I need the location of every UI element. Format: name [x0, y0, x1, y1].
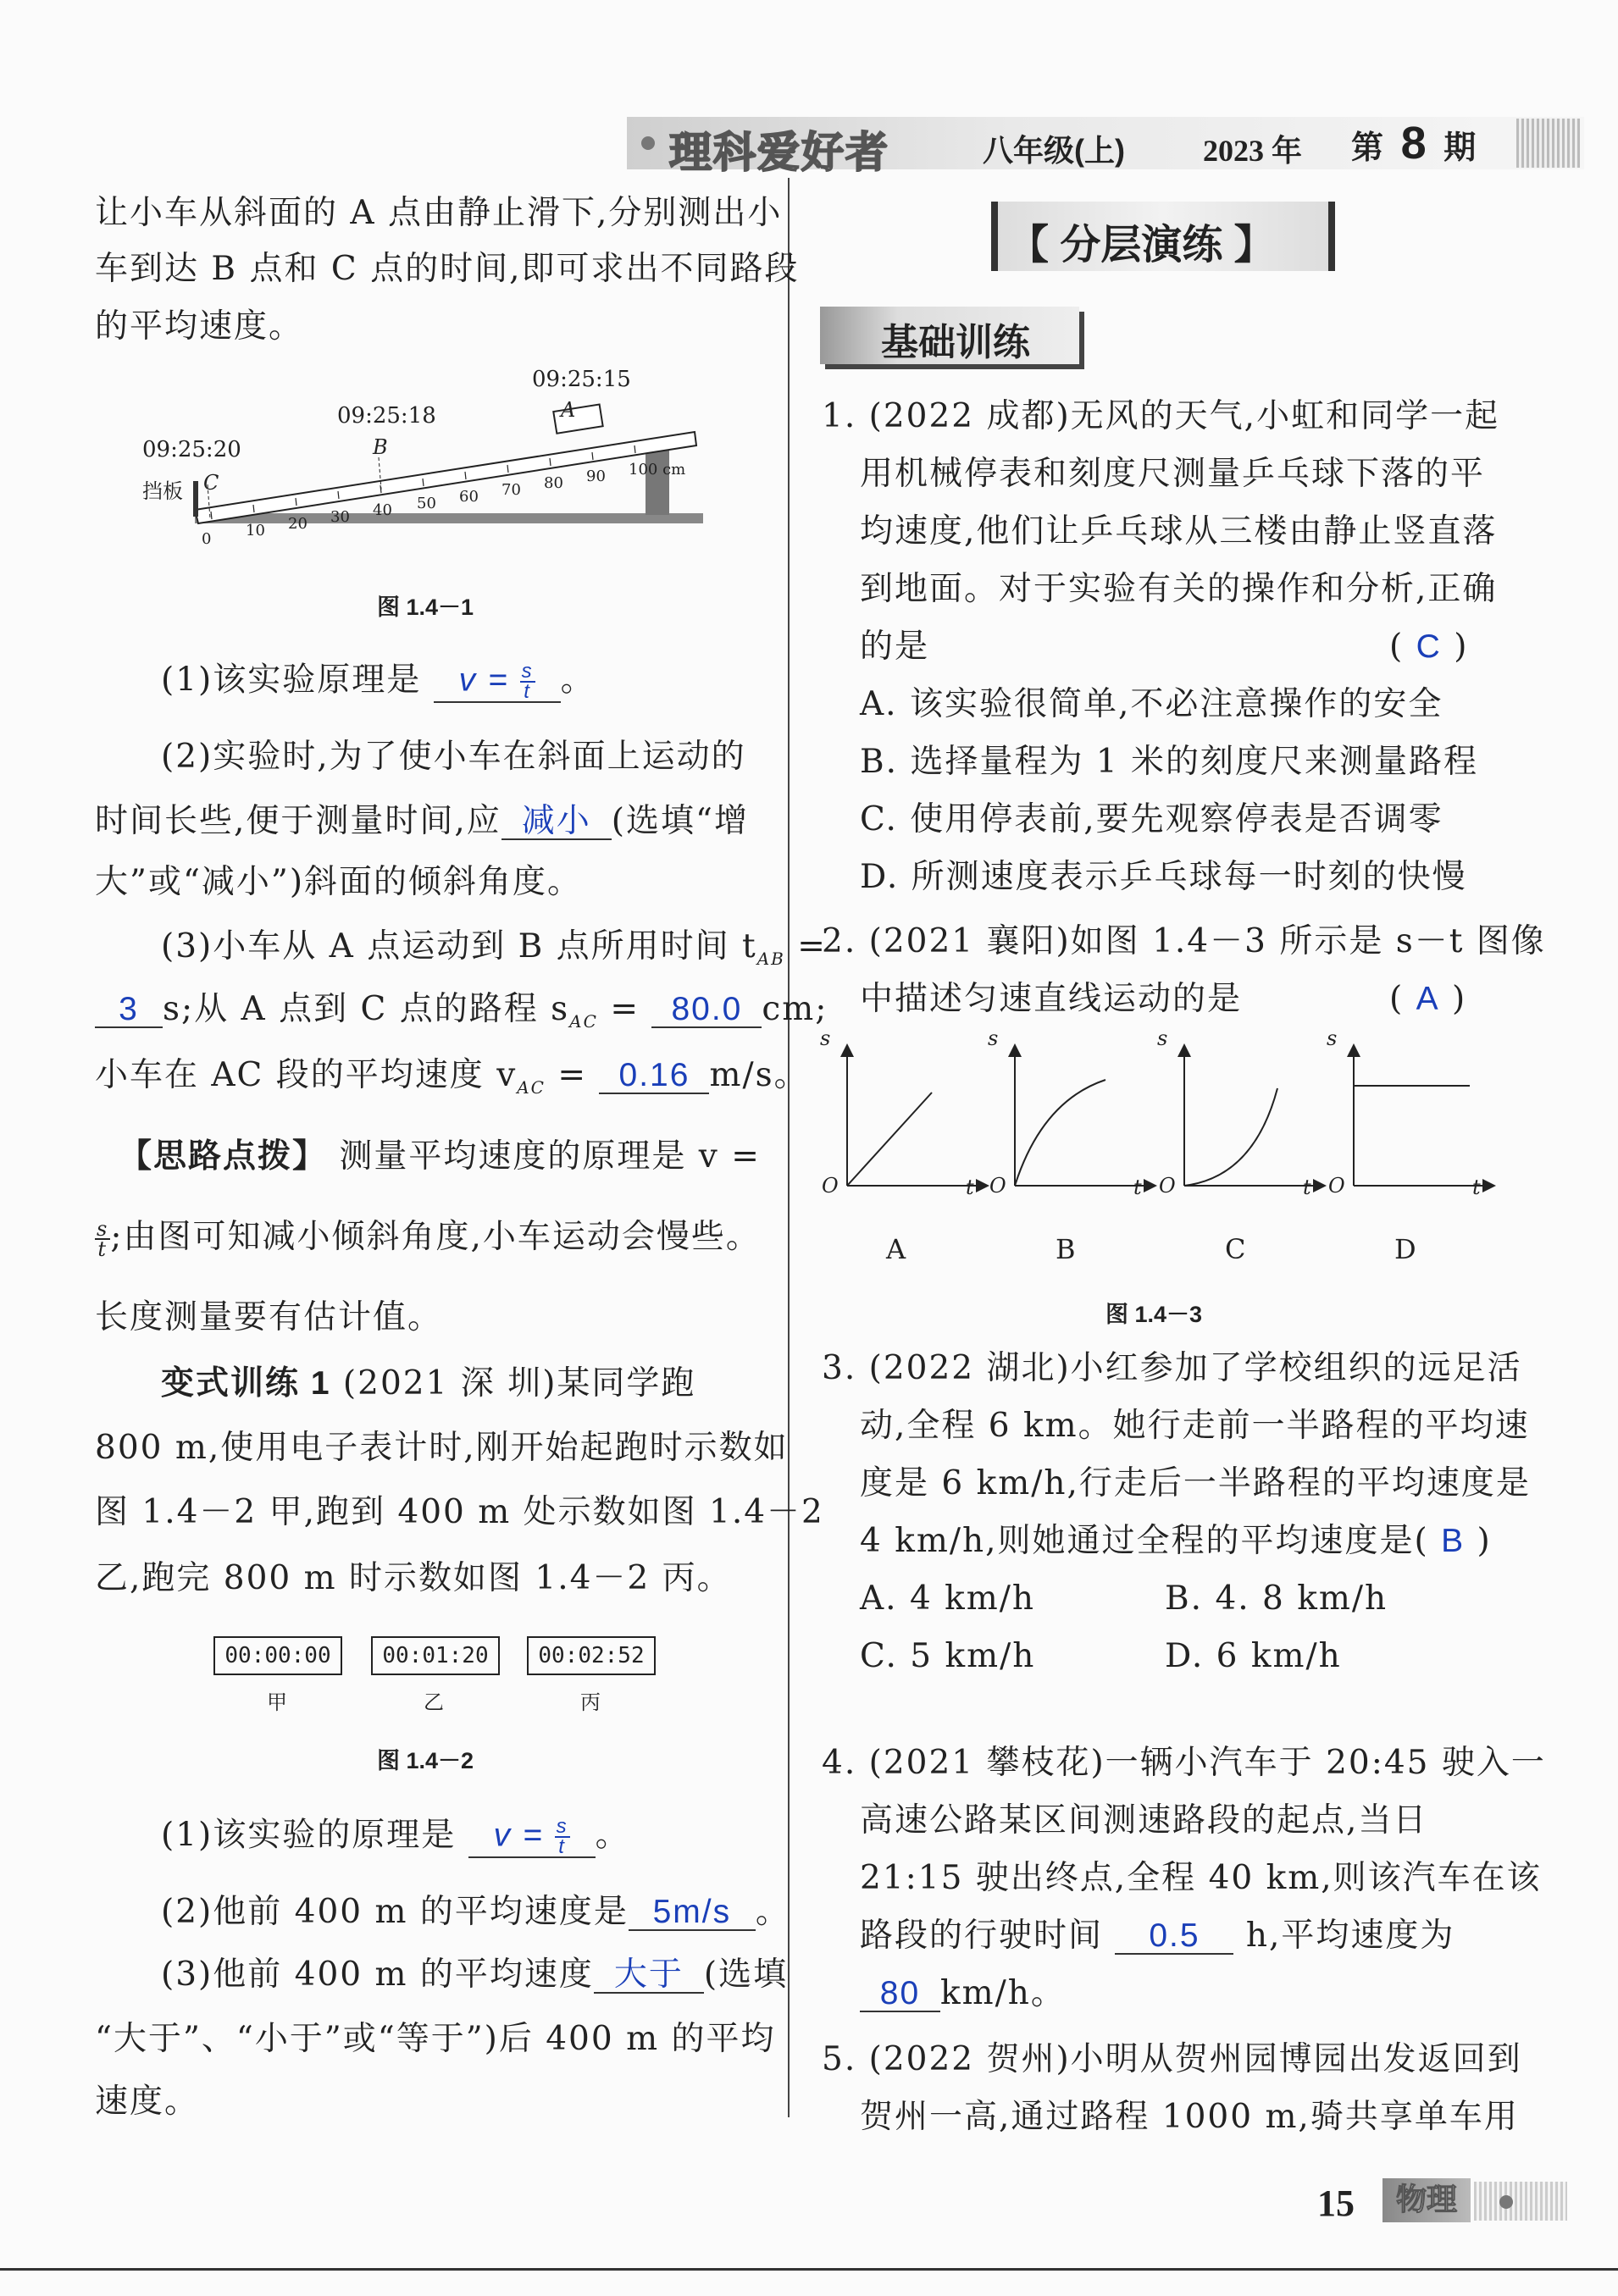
year-label: 2023 年 [1203, 134, 1303, 168]
axis-label: s [1327, 1026, 1338, 1050]
p1-line: 1. (2022 成都)无风的天气,小虹和同学一起 [822, 397, 1500, 435]
p3-option: C. 5 km/h [860, 1637, 1036, 1675]
column-divider [788, 178, 790, 2117]
p3-option: A. 4 km/h [860, 1580, 1036, 1618]
p3-line: 动,全程 6 km。她行走前一半路程的平均速 [860, 1407, 1530, 1445]
graph-a [847, 1050, 983, 1186]
p1-line: 的是 [860, 628, 930, 666]
label-c: C [203, 471, 219, 495]
header-stripes [1516, 119, 1580, 168]
axis-label: s [988, 1026, 999, 1050]
figure-caption: 图 1.4－2 [377, 1748, 474, 1773]
p5-line: 5. (2022 贺州)小明从贺州园博园出发返回到 [822, 2040, 1522, 2078]
answer-speed: 0.16 [599, 1059, 709, 1094]
p2-line: 中描述匀速直线运动的是 [860, 980, 1243, 1018]
p3-option: B. 4. 8 km/h [1165, 1580, 1388, 1618]
p1-option: A. 该实验很简单,不必注意操作的安全 [860, 685, 1443, 723]
subtitle: 基础训练 [881, 322, 1030, 363]
p1-line: 用机械停表和刻度尺测量乒乓球下落的平 [860, 455, 1486, 493]
variant-q1: (1)该实验的原理是 v = $\frac{s}{t}$ 。 [161, 1815, 630, 1858]
clock-display: 00:00:00 [213, 1636, 342, 1675]
left-q3-line-2: 3 s;从 A 点到 C 点的路程 $s_{AC} = 80.0$ cm; [95, 993, 828, 1038]
figure-caption: 图 1.4－3 [1105, 1302, 1203, 1327]
p2-line: 2. (2021 襄阳)如图 1.4－3 所示是 s－t 图像 [822, 922, 1546, 960]
ruler-tick-label: 70 [501, 481, 521, 499]
p4-line: 路段的行驶时间 0.5 h,平均速度为 [860, 1917, 1455, 1955]
left-q2-line-1: (2)实验时,为了使小车在斜面上运动的 [161, 738, 746, 776]
p4-line: 高速公路某区间测速路段的起点,当日 [860, 1801, 1428, 1840]
graph-d [1354, 1050, 1489, 1186]
graph-b [1015, 1050, 1150, 1186]
clock-display: 00:01:20 [371, 1636, 500, 1675]
base-board [195, 513, 703, 523]
p3-option: D. 6 km/h [1165, 1637, 1342, 1675]
p4-line: 80 km/h。 [860, 1977, 1066, 2012]
tip-line-1: 【思路点拨】 测量平均速度的原理是 v = [119, 1137, 761, 1176]
issue-label: 第 8 期 [1351, 118, 1477, 169]
footer-dot-icon [1499, 2195, 1513, 2209]
clock-label: 乙 [424, 1690, 444, 1714]
section-title: 【 分层演练 】 [1008, 223, 1275, 268]
clock-display: 00:02:52 [527, 1636, 656, 1675]
ruler-tick-label: 50 [417, 495, 436, 512]
incline-ruler [195, 432, 696, 523]
variant-line-1: 变式训练 1 (2021 深 圳)某同学跑 [161, 1364, 696, 1402]
origin-label: O [989, 1174, 1006, 1198]
axis-label: t [1303, 1176, 1311, 1199]
ruler-tick-label: 60 [459, 488, 479, 506]
origin-label: O [1328, 1174, 1345, 1198]
header-dot-icon [641, 136, 655, 150]
axis-label: s [820, 1026, 831, 1050]
p3-line: 4 km/h,则她通过全程的平均速度是( B ) [860, 1522, 1492, 1560]
issue-number: 8 [1400, 118, 1427, 169]
page-number: 15 [1317, 2183, 1355, 2224]
time-c: 09:25:20 [142, 437, 241, 462]
ruler-tick-label: 0 [202, 530, 212, 548]
left-q1: (1)该实验原理是 v = $\frac{s}{t}$ 。 [161, 660, 596, 703]
p1-answer: ( C ) [1389, 628, 1469, 666]
origin-label: O [1159, 1174, 1176, 1198]
graph-label: C [1225, 1233, 1246, 1265]
variant-line-4: 乙,跑完 800 m 时示数如图 1.4－2 丙。 [95, 1559, 732, 1597]
answer-time: 3 [95, 993, 163, 1028]
intro-line-1: 让小车从斜面的 A 点由静止滑下,分别测出小 [95, 194, 783, 232]
p1-option: D. 所测速度表示乒乓球每一时刻的快慢 [860, 858, 1467, 896]
ruler-tick-label: 40 [373, 501, 392, 519]
ruler-tick-label: 30 [330, 508, 350, 526]
variant-q3-line-2: “大于”、“小于”或“等于”)后 400 m 的平均 [95, 2020, 776, 2058]
stop-board [193, 481, 198, 517]
p3-line: 度是 6 km/h,行走后一半路程的平均速度是 [860, 1464, 1531, 1502]
graph-label: D [1394, 1233, 1416, 1265]
time-a: 09:25:15 [532, 367, 631, 392]
tip-line-2: $\frac{s}{t}$ ;由图可知减小倾斜角度,小车运动会慢些。 [97, 1217, 761, 1261]
ruler-tick-label: 100 cm [629, 461, 686, 479]
st-graphs [813, 1033, 1508, 1228]
graph-label: B [1056, 1233, 1076, 1265]
graph-c [1184, 1050, 1320, 1186]
p1-line: 均速度,他们让乒乓球从三楼由静止竖直落 [860, 512, 1498, 550]
p1-option: C. 使用停表前,要先观察停表是否调零 [860, 800, 1443, 838]
left-q2-line-3: 大”或“减小”)斜面的倾斜角度。 [95, 863, 583, 901]
ruler-tick-label: 90 [586, 467, 606, 485]
answer-distance: 80.0 [651, 993, 762, 1028]
answer-reduce: 减小 [501, 805, 612, 840]
tip-label: 【思路点拨】 [119, 1138, 328, 1175]
p5-line: 贺州一高,通过路程 1000 m,骑共享单车用 [860, 2098, 1519, 2136]
axis-label: s [1157, 1026, 1168, 1050]
variant-q3-line-3: 速度。 [95, 2083, 200, 2121]
answer-speed: 80 [860, 1977, 940, 2012]
intro-line-2: 车到达 B 点和 C 点的时间,即可求出不同路段 [95, 250, 800, 288]
intro-line-3: 的平均速度。 [95, 307, 304, 346]
answer-compare: 大于 [594, 1958, 704, 1994]
answer-speed: 5m/s [629, 1895, 756, 1931]
variant-line-2: 800 m,使用电子表计时,刚开始起跑时示数如 [95, 1429, 789, 1467]
left-q2-line-2: 时间长些,便于测量时间,应 减小 (选填“增 [95, 802, 749, 840]
answer-formula: v = $\frac{s}{t}$ [434, 662, 561, 703]
time-b: 09:25:18 [337, 403, 436, 429]
axis-label: t [1133, 1176, 1142, 1199]
board-label: 挡板 [142, 479, 183, 503]
clock-label: 丙 [580, 1690, 601, 1714]
variant-q3-line-1: (3)他前 400 m 的平均速度 大于 (选填 [161, 1956, 789, 1994]
variant-label: 变式训练 1 [161, 1365, 331, 1402]
p1-option: B. 选择量程为 1 米的刻度尺来测量路程 [860, 743, 1479, 781]
label-a: A [561, 398, 576, 422]
bottom-rule [0, 2268, 1618, 2271]
answer-formula: v = $\frac{s}{t}$ [468, 1817, 596, 1858]
left-q3-line-1: (3)小车从 A 点运动到 B 点所用时间 $t_{AB}$ = [161, 927, 827, 969]
variant-line-3: 图 1.4－2 甲,跑到 400 m 处示数如图 1.4－2 [95, 1493, 824, 1531]
p4-line: 4. (2021 攀枝花)一辆小汽车于 20:45 驶入一 [822, 1744, 1546, 1782]
support-block [646, 449, 669, 515]
magazine-logo: 理科爱好者 [669, 128, 889, 177]
ruler-tick-label: 80 [544, 474, 563, 492]
footer-stripes [1474, 2182, 1567, 2221]
axis-label: t [966, 1176, 974, 1199]
left-q3-line-3: 小车在 AC 段的平均速度 $v_{AC} = 0.16$ m/s。 [95, 1056, 809, 1098]
subject-badge: 物理 [1383, 2178, 1471, 2222]
graph-label: A [886, 1233, 906, 1265]
label-b: B [373, 435, 388, 459]
variant-q2: (2)他前 400 m 的平均速度是 5m/s 。 [161, 1893, 790, 1931]
axis-label: t [1472, 1176, 1481, 1199]
origin-label: O [822, 1174, 839, 1198]
ruler-tick-label: 10 [246, 522, 265, 539]
p1-line: 到地面。对于实验有关的操作和分析,正确 [860, 570, 1498, 608]
tip-line-3: 长度测量要有估计值。 [95, 1298, 443, 1336]
p4-line: 21:15 驶出终点,全程 40 km,则该汽车在该 [860, 1859, 1542, 1897]
p2-answer: ( A ) [1389, 980, 1467, 1018]
figure-caption: 图 1.4－1 [377, 595, 474, 620]
p3-line: 3. (2022 湖北)小红参加了学校组织的远足活 [822, 1349, 1522, 1387]
answer-time: 0.5 [1115, 1919, 1233, 1955]
clock-label: 甲 [267, 1690, 287, 1714]
ruler-tick-label: 20 [288, 515, 308, 533]
grade-label: 八年级(上) [983, 133, 1125, 168]
